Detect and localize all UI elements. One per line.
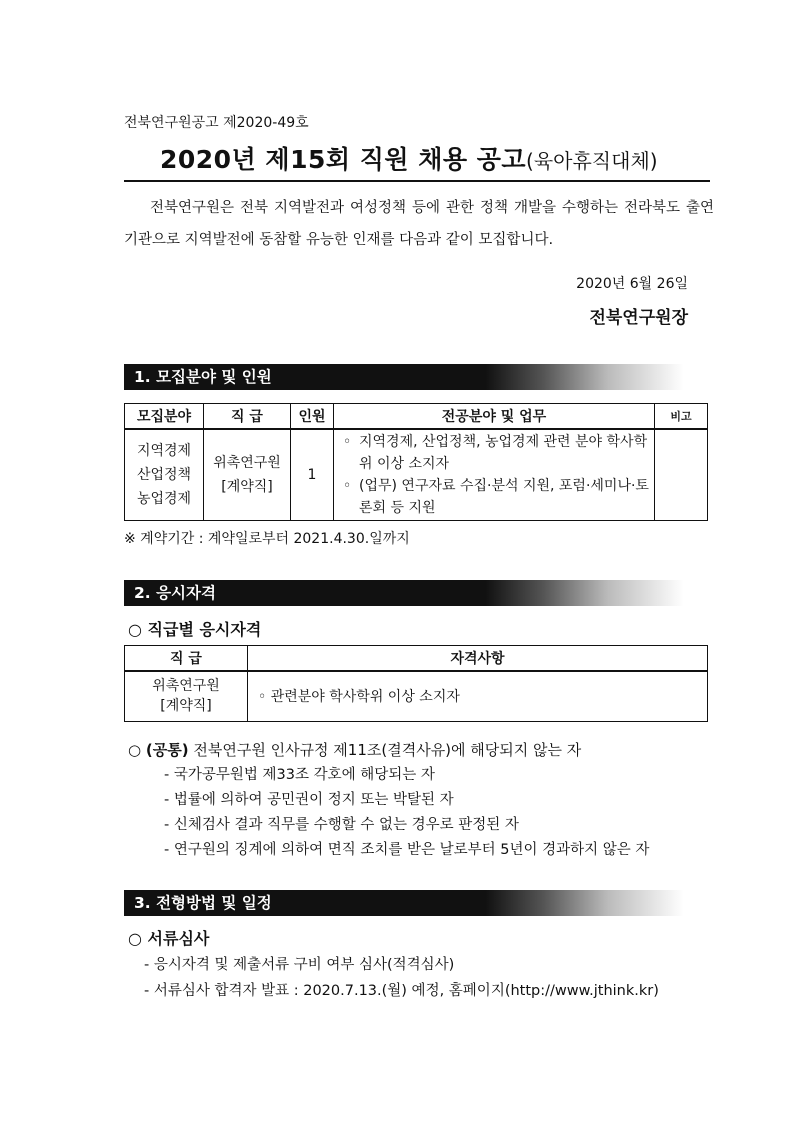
- list-item: - 응시자격 및 제출서류 구비 여부 심사(적격심사): [144, 957, 455, 973]
- col-count: 인원: [291, 404, 334, 430]
- title-main: 2020년 제15회 직원 채용 공고: [160, 145, 527, 174]
- rank-line: 위촉연구원: [152, 678, 220, 695]
- col-note: 비고: [655, 404, 708, 430]
- field-line: 지역경제: [136, 443, 192, 459]
- duty-item: ◦ (업무) 연구자료 수집·분석 지원, 포럼·세미나·토론회 등 지원: [343, 475, 649, 519]
- section-2-header: 2. 응시자격: [124, 580, 707, 606]
- section-3-header: 3. 전형방법 및 일정: [124, 890, 707, 916]
- recruit-table: [124, 403, 708, 521]
- col-field: 모집분야: [125, 404, 204, 430]
- col-duties: 전공분야 및 업무: [334, 404, 655, 430]
- page-title: [124, 140, 710, 182]
- count-cell: 1: [291, 429, 334, 521]
- field-line: 농업경제: [136, 491, 192, 507]
- intro-paragraph: 전북연구원은 전북 지역발전과 여성정책 등에 관한 정책 개발을 수행하는 전라북도 출연기관으로 지역발전에 동참할 유능한 인재를 다음과 같이 모집합니다.: [124, 200, 714, 248]
- rank-cell: [204, 429, 291, 521]
- section-1-header: 1. 모집분야 및 인원: [124, 364, 707, 390]
- notice-date: 2020년 6월 26일: [576, 276, 688, 292]
- common-qualifications: [128, 738, 718, 863]
- common-heading: [128, 738, 718, 763]
- list-item: - 연구원의 징계에 의하여 면직 조치를 받은 날로부터 5년이 경과하지 않은 자: [164, 842, 650, 858]
- list-item: - 국가공무원법 제33조 각호에 해당되는 자: [164, 767, 435, 783]
- notice-number: 전북연구원공고 제2020-49호: [124, 115, 309, 131]
- rank-line: 위촉연구원: [213, 455, 281, 471]
- table-row: [125, 429, 708, 521]
- contract-period: ※ 계약기간 : 계약일로부터 2021.4.30.일까지: [124, 531, 410, 547]
- list-item: - 신체검사 결과 직무를 수행할 수 없는 경우로 판정된 자: [164, 817, 519, 833]
- rank-line: [계약직]: [160, 698, 212, 715]
- list-item: - 법률에 의하여 공민권이 정지 또는 박탈된 자: [164, 792, 454, 808]
- qualification-table: [124, 645, 708, 722]
- list-item: - 서류심사 합격자 발표 : 2020.7.13.(월) 예정, 홈페이지(http://www.jthink.kr): [144, 983, 659, 999]
- section-2-subhead: ○ 직급별 응시자격: [128, 620, 262, 639]
- col-rank: 직 급: [204, 404, 291, 430]
- common-tag: (공통): [145, 741, 189, 759]
- col-qualification: 자격사항: [248, 646, 708, 672]
- field-cell: [125, 429, 204, 521]
- duty-item: ◦ 지역경제, 산업정책, 농업경제 관련 분야 학사학위 이상 소지자: [343, 431, 649, 475]
- table-header-row: [125, 646, 708, 672]
- duties-cell: [334, 429, 655, 521]
- rank-cell: [125, 671, 248, 721]
- screening-list: [128, 926, 718, 1004]
- signer: 전북연구원장: [589, 308, 688, 328]
- common-mark: ○: [128, 741, 142, 759]
- common-text: 전북연구원 인사규정 제11조(결격사유)에 해당되지 않는 자: [193, 741, 582, 759]
- note-cell: [655, 429, 708, 521]
- rank-line: [계약직]: [221, 479, 273, 495]
- qualification-cell: ◦ 관련분야 학사학위 이상 소지자: [248, 671, 708, 721]
- section-3-subhead: ○ 서류심사: [128, 929, 210, 948]
- table-header-row: [125, 404, 708, 430]
- field-line: 산업정책: [136, 467, 192, 483]
- table-row: [125, 671, 708, 721]
- col-rank: 직 급: [125, 646, 248, 672]
- title-sub: (육아휴직대체): [526, 149, 658, 173]
